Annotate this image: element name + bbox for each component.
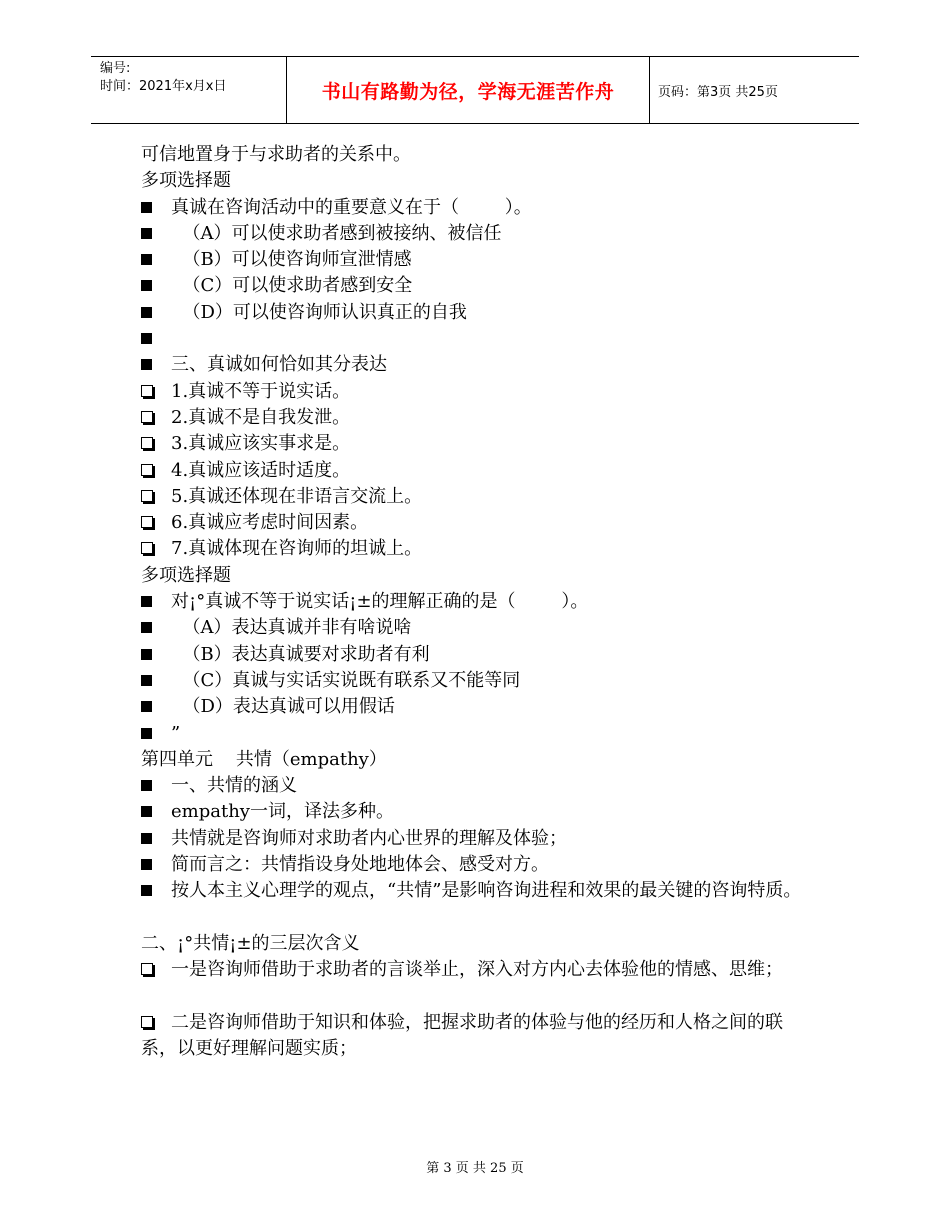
line-text: （D）可以使咨询师认识真正的自我 [171, 301, 467, 323]
footer-page-number: 第 3 页 共 25 页 [426, 1161, 524, 1176]
text-line [141, 458, 813, 484]
text-line [141, 826, 813, 852]
line-text: 7.真诚体现在咨询师的坦诚上。 [171, 538, 423, 560]
line-text: 三、真诚如何恰如其分表达 [171, 354, 387, 376]
text-line [141, 852, 813, 878]
text-line [141, 221, 813, 247]
line-text: 4.真诚应该适时适度。 [171, 459, 351, 481]
text-line [141, 931, 813, 957]
text-line [141, 484, 813, 510]
text-line [141, 721, 813, 747]
text-line [141, 615, 813, 641]
square-bullet-icon [141, 878, 171, 904]
text-line [141, 379, 813, 405]
text-line [141, 142, 813, 168]
square-bullet-icon [141, 642, 171, 668]
checkbox-bullet-icon [141, 484, 171, 510]
line-text: （C）真诚与实话实说既有联系又不能等同 [171, 669, 521, 691]
square-bullet-icon [141, 221, 171, 247]
text-line [141, 1010, 813, 1063]
line-text: 对¡°真诚不等于说实话¡±的理解正确的是（ ）。 [171, 591, 589, 613]
square-bullet-icon [141, 300, 171, 326]
square-bullet-icon [141, 799, 171, 825]
checkbox-bullet-icon [141, 431, 171, 457]
square-bullet-icon [141, 326, 171, 352]
text-line [141, 668, 813, 694]
line-text: （C）可以使求助者感到安全 [171, 275, 413, 297]
line-text: （B）表达真诚要对求助者有利 [171, 643, 430, 665]
square-bullet-icon [141, 589, 171, 615]
line-text: 第四单元 共情（empathy） [141, 748, 387, 770]
square-bullet-icon [141, 826, 171, 852]
text-line [141, 905, 813, 931]
square-bullet-icon [141, 247, 171, 273]
line-text: （D）表达真诚可以用假话 [171, 696, 395, 718]
line-text: 6.真诚应考虑时间因素。 [171, 512, 369, 534]
text-line [141, 300, 813, 326]
line-text: 多项选择题 [141, 170, 231, 192]
square-bullet-icon [141, 852, 171, 878]
header-page-cell [650, 57, 859, 123]
square-bullet-icon [141, 668, 171, 694]
header-meta-cell [91, 57, 287, 123]
line-text: 1.真诚不等于说实话。 [171, 380, 351, 402]
line-text: 多项选择题 [141, 564, 231, 586]
square-bullet-icon [141, 352, 171, 378]
checkbox-bullet-icon [141, 458, 171, 484]
line-text: 2.真诚不是自我发泄。 [171, 406, 351, 428]
line-text: 5.真诚还体现在非语言交流上。 [171, 485, 423, 507]
checkbox-bullet-icon [141, 405, 171, 431]
square-bullet-icon [141, 694, 171, 720]
page-footer [0, 1157, 950, 1176]
square-bullet-icon [141, 773, 171, 799]
text-line [141, 405, 813, 431]
line-text: ” [171, 722, 181, 744]
text-line [141, 747, 813, 773]
header-motto-cell [287, 57, 650, 123]
line-text: 3.真诚应该实事求是。 [171, 433, 351, 455]
line-text: （A）表达真诚并非有啥说啥 [171, 617, 412, 639]
line-text: 二是咨询师借助于知识和体验，把握求助者的体验与他的经历和人格之间的联系，以更好理解问题实质； [141, 1011, 783, 1060]
text-line [141, 195, 813, 221]
text-line [141, 352, 813, 378]
square-bullet-icon [141, 615, 171, 641]
line-text: empathy一词，译法多种。 [171, 801, 394, 823]
line-text: 按人本主义心理学的观点，“共情”是影响咨询进程和效果的最关键的咨询特质。 [171, 880, 802, 902]
page-header [91, 56, 859, 124]
square-bullet-icon [141, 273, 171, 299]
text-line [141, 984, 813, 1010]
text-line [141, 247, 813, 273]
header-motto: 书山有路勤为径，学海无涯苦作舟 [321, 80, 615, 103]
line-text: （B）可以使咨询师宣泄情感 [171, 249, 412, 271]
line-text: 可信地置身于与求助者的关系中。 [141, 144, 411, 165]
line-text: 共情就是咨询师对求助者内心世界的理解及体验； [171, 827, 567, 849]
text-line [141, 957, 813, 983]
checkbox-bullet-icon [141, 1010, 171, 1036]
line-text: （A）可以使求助者感到被接纳、被信任 [171, 222, 502, 244]
line-text: 一、共情的涵义 [171, 775, 297, 797]
checkbox-bullet-icon [141, 379, 171, 405]
header-page-label: 页码：第3页 共25页 [658, 84, 778, 100]
line-text: 一是咨询师借助于求助者的言谈举止，深入对方内心去体验他的情感、思维； [171, 959, 783, 981]
text-line [141, 273, 813, 299]
text-line [141, 589, 813, 615]
text-line [141, 642, 813, 668]
square-bullet-icon [141, 721, 171, 747]
text-line [141, 799, 813, 825]
text-line [141, 168, 813, 194]
line-text: 简而言之：共情指设身处地地体会、感受对方。 [171, 854, 549, 876]
text-line [141, 563, 813, 589]
line-text: 二、¡°共情¡±的三层次含义 [141, 932, 360, 954]
text-line [141, 536, 813, 562]
document-body [141, 142, 813, 1062]
text-line [141, 773, 813, 799]
text-line [141, 878, 813, 904]
checkbox-bullet-icon [141, 510, 171, 536]
text-line [141, 326, 813, 352]
text-line [141, 510, 813, 536]
checkbox-bullet-icon [141, 536, 171, 562]
checkbox-bullet-icon [141, 957, 171, 983]
document-time-label: 时间：2021年x月x日 [100, 79, 227, 94]
text-line [141, 431, 813, 457]
square-bullet-icon [141, 195, 171, 221]
line-text: 真诚在咨询活动中的重要意义在于（ ）。 [171, 196, 532, 218]
text-line [141, 694, 813, 720]
document-number-label: 编号: [100, 61, 131, 76]
